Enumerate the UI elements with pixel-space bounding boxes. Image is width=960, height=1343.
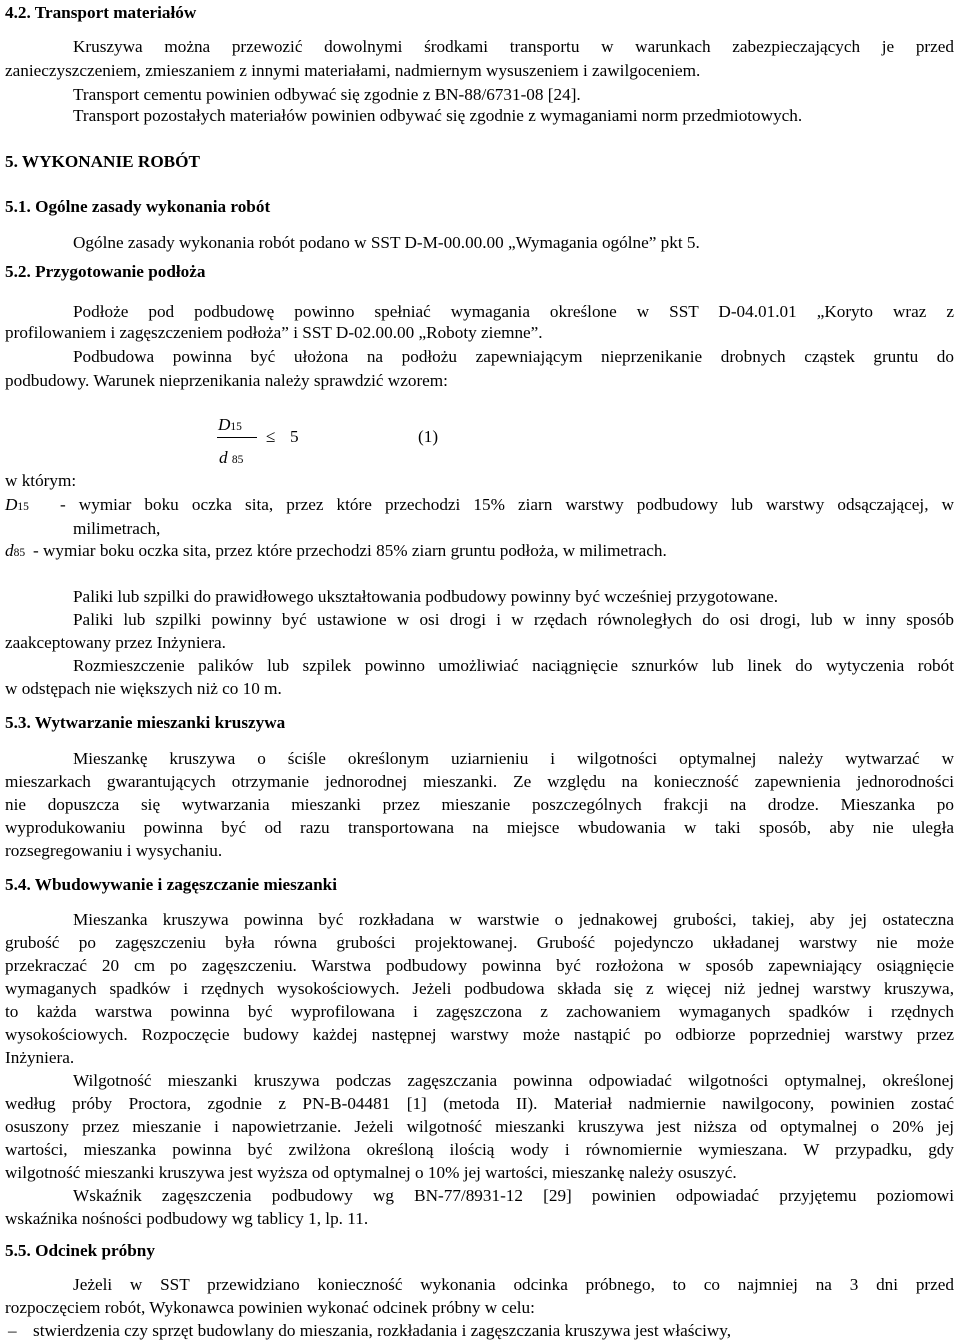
where-label: w którym: [5,471,77,490]
paragraph-line: Wskaźnik zagęszczenia podbudowy wg BN-77/8931-12 [29] powinien odpowiadać przyjętemu poziomowi [73,1186,954,1205]
paragraph-line: Rozmieszczenie palików lub szpilek powinno umożliwiać naciągnięcie sznurków lub linek do wytyczenia robót [73,656,954,675]
paragraph-line: wskaźnika nośności podbudowy wg tablicy 1, lp. 11. [5,1209,369,1228]
paragraph-line: rozsegregowaniu i wysychaniu. [5,841,223,860]
paragraph-line: Ogólne zasady wykonania robót podano w SST D-M-00.00.00 „Wymagania ogólne” pkt 5. [73,233,700,252]
fraction-bar [217,437,257,438]
paragraph-line: Jeżeli w SST przewidziano konieczność wykonania odcinka próbnego, to co najmniej na 3 dni przed [73,1275,954,1294]
paragraph-line: profilowaniem i zagęszczeniem podłoża” i SST D-02.00.00 „Roboty ziemne”. [5,323,543,342]
paragraph-line: Podłoże pod podbudowę powinno spełniać wymagania określone w SST D-04.01.01 „Koryto wraz z [73,302,954,321]
paragraph-line: według próby Proctora, zgodnie z PN-B-04481 [1] (metoda II). Materiał nadmiernie nawilgocony, powinien zostać [5,1094,954,1113]
paragraph-line: Paliki lub szpilki do prawidłowego ukształtowania podbudowy powinny być wcześniej przygotowane. [73,587,779,606]
leq-symbol: ≤ [266,427,276,446]
paragraph-line: grubość po zagęszczeniu była równa grubości projektowanej. Grubość pojedynczo układanej warstwy nie może [5,933,954,952]
paragraph-line: Mieszankę kruszywa o ściśle określonym uziarnieniu i wilgotności optymalnej należy wytwarzać w [73,749,954,768]
paragraph-line: wartości, mieszanka powinna być zwilżona określoną ilością wody i równomiernie wymieszana. W przypadku, gdy [5,1140,954,1159]
paragraph-line: Podbudowa powinna być ułożona na podłożu zapewniającym nieprzenikanie drobnych cząstek gruntu do [73,347,954,366]
equation-number: (1) [418,427,439,446]
paragraph-line: Inżyniera. [5,1048,75,1067]
paragraph-line: Mieszanka kruszywa powinna być rozkładana w warstwie o jednakowej grubości, takiej, aby jej ostateczna [73,910,954,929]
paragraph-line: zanieczyszczeniem, zmieszaniem z innymi materiałami, nadmiernym wysuszeniem i zawilgoceniem. [5,61,701,80]
section-heading-5-2: 5.2. Przygotowanie podłoża [5,262,206,281]
paragraph-line: nie dopuszcza się wytwarzania mieszanki przez mieszanie poszczególnych frakcji na drodze. Mieszanka po [5,795,954,814]
paragraph-line: zaakceptowany przez Inżyniera. [5,633,226,652]
paragraph-line: wilgotność mieszanki kruszywa jest wyższa od optymalnej o 10% jej wartości, mieszankę należy osuszyć. [5,1163,737,1182]
formula-rhs: 5 [290,427,299,446]
definition-symbol: d85 [5,541,26,560]
section-heading-5-5: 5.5. Odcinek próbny [5,1241,155,1260]
paragraph-line: w odstępach nie większych niż co 10 m. [5,679,282,698]
paragraph-line: Wilgotność mieszanki kruszywa podczas zagęszczania powinna odpowiadać wilgotności optymalnej, określonej [73,1071,954,1090]
definition-text: - wymiar boku oczka sita, przez które przechodzi 15% ziarn warstwy podbudowy lub warstwy odsączającej, w [60,495,954,514]
section-heading-5-4: 5.4. Wbudowywanie i zagęszczanie mieszanki [5,875,337,894]
bullet-dash: – [8,1321,17,1340]
section-heading-5-3: 5.3. Wytwarzanie mieszanki kruszywa [5,713,286,732]
definition-text: - wymiar boku oczka sita, przez które przechodzi 85% ziarn gruntu podłoża, w milimetrach. [33,541,667,560]
paragraph-line: wysokościowych. Rozpoczęcie budowy każdej następnej warstwy może nastąpić po odbiorze poprzedniej warstwy przez [5,1025,954,1044]
section-heading-4-2: 4.2. Transport materiałów [5,3,197,22]
paragraph-line: przekraczać 20 cm po zagęszczeniu. Warstwa podbudowy powinna być rozłożona w sposób zapewniający osiągnięcie [5,956,954,975]
formula-denominator: d 85 [219,448,244,467]
paragraph-line: mieszarkach gwarantujących otrzymanie jednorodnej mieszanki. Ze względu na konieczność zapewnienia jednorodności [5,772,954,791]
formula-numerator: D15 [218,415,242,434]
section-heading-5: 5. WYKONANIE ROBÓT [5,152,200,171]
paragraph-line: Transport cementu powinien odbywać się zgodnie z BN-88/6731-08 [24]. [73,85,581,104]
section-heading-5-1: 5.1. Ogólne zasady wykonania robót [5,197,271,216]
paragraph-line: podbudowy. Warunek nieprzenikania należy sprawdzić wzorem: [5,371,448,390]
paragraph-line: wymaganych spadków i rzędnych wysokościowych. Jeżeli podbudowa składa się z więcej niż jednej warstwy kruszywa, [5,979,954,998]
paragraph-line: osuszony przez mieszanie i napowietrzanie. Jeżeli wilgotność mieszanki kruszywa jest niższa od optymalnej o 20% jej [5,1117,954,1136]
paragraph-line: to każda warstwa powinna być wyprofilowana i zagęszczona z zachowaniem wymaganych spadków i rzędnych [5,1002,954,1021]
list-item: stwierdzenia czy sprzęt budowlany do mieszania, rozkładania i zagęszczania kruszywa jest właściwy, [33,1321,732,1340]
paragraph-line: Transport pozostałych materiałów powinien odbywać się zgodnie z wymaganiami norm przedmiotowych. [73,106,803,125]
paragraph-line: Kruszywa można przewozić dowolnymi środkami transportu w warunkach zabezpieczających je przed [73,37,954,56]
definition-text: milimetrach, [73,519,161,538]
paragraph-line: rozpoczęciem robót, Wykonawca powinien wykonać odcinek próbny w celu: [5,1298,535,1317]
paragraph-line: Paliki lub szpilki powinny być ustawione w osi drogi i w rzędach równoległych do osi drogi, lub w inny sposób [73,610,954,629]
definition-symbol: D15 [5,495,29,514]
paragraph-line: wyprodukowaniu powinna być od razu transportowana na miejsce wbudowania w taki sposób, aby nie uległa [5,818,954,837]
